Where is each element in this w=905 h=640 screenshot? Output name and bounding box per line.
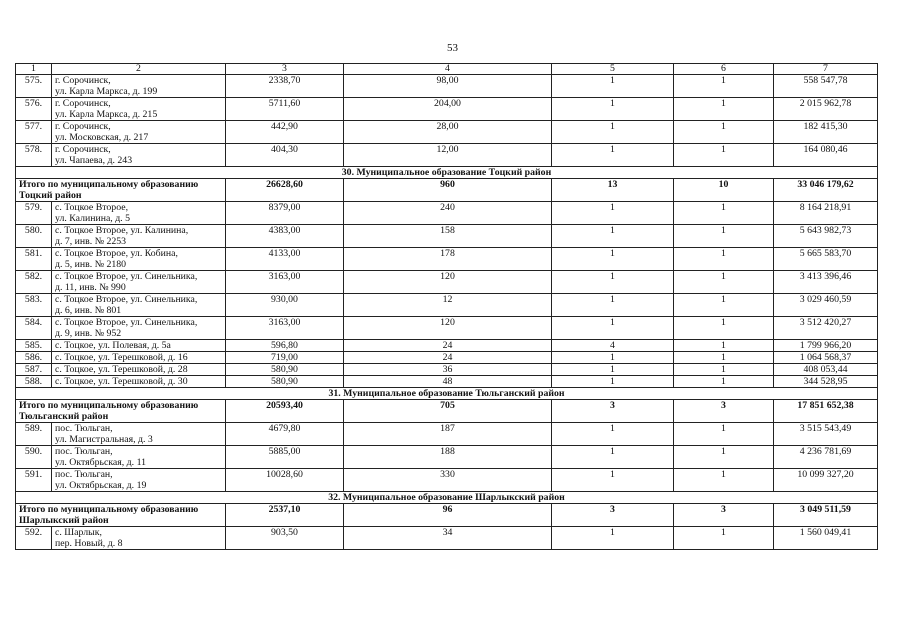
text-line: д. 6, инв. № 801 bbox=[55, 305, 122, 316]
col4-cell: 120 bbox=[344, 271, 552, 294]
sum-cell: 1 560 049,41 bbox=[774, 527, 878, 550]
col5-cell: 1 bbox=[552, 202, 674, 225]
col5-cell: 1 bbox=[552, 423, 674, 446]
text-line: ул. Магистральная, д. 3 bbox=[55, 434, 153, 445]
col4-cell: 187 bbox=[344, 423, 552, 446]
sum-cell: 10 099 327,20 bbox=[774, 469, 878, 492]
col5-cell: 1 bbox=[552, 469, 674, 492]
area-cell: 719,00 bbox=[226, 352, 344, 364]
address-cell bbox=[52, 294, 226, 317]
sum-cell: 344 528,95 bbox=[774, 376, 878, 388]
section-title: 30. Муниципальное образование Тоцкий район bbox=[16, 167, 878, 179]
table-row bbox=[16, 98, 878, 121]
address-cell bbox=[52, 446, 226, 469]
col4-cell: 204,00 bbox=[344, 98, 552, 121]
col4-cell: 188 bbox=[344, 446, 552, 469]
address-cell bbox=[52, 340, 226, 352]
col5-cell: 1 bbox=[552, 271, 674, 294]
table-row bbox=[16, 144, 878, 167]
total-area: 2537,10 bbox=[226, 504, 344, 527]
text-line: с. Тоцкое Второе, bbox=[55, 202, 129, 213]
table-row bbox=[16, 340, 878, 352]
col5-cell: 1 bbox=[552, 376, 674, 388]
text-line: д. 7, инв. № 2253 bbox=[55, 236, 127, 247]
area-cell: 3163,00 bbox=[226, 271, 344, 294]
text-line: пос. Тюльган, bbox=[55, 469, 113, 480]
col5-cell: 1 bbox=[552, 75, 674, 98]
row-number: 590. bbox=[16, 446, 52, 469]
address-cell bbox=[52, 352, 226, 364]
column-header: 6 bbox=[674, 64, 774, 75]
text-line: д. 9, инв. № 952 bbox=[55, 328, 122, 339]
total-col4: 705 bbox=[344, 400, 552, 423]
col5-cell: 1 bbox=[552, 294, 674, 317]
text-line: г. Сорочинск, bbox=[55, 98, 111, 109]
section-header-row bbox=[16, 167, 878, 179]
row-number: 579. bbox=[16, 202, 52, 225]
area-cell: 580,90 bbox=[226, 376, 344, 388]
sum-cell: 408 053,44 bbox=[774, 364, 878, 376]
address-cell bbox=[52, 248, 226, 271]
column-header: 5 bbox=[552, 64, 674, 75]
section-header-row bbox=[16, 388, 878, 400]
text-line: ул. Карла Маркса, д. 215 bbox=[55, 109, 158, 120]
total-row bbox=[16, 400, 878, 423]
col4-cell: 178 bbox=[344, 248, 552, 271]
column-header: 1 bbox=[16, 64, 52, 75]
column-header: 7 bbox=[774, 64, 878, 75]
row-number: 584. bbox=[16, 317, 52, 340]
area-cell: 4133,00 bbox=[226, 248, 344, 271]
sum-cell: 3 512 420,27 bbox=[774, 317, 878, 340]
total-area: 20593,40 bbox=[226, 400, 344, 423]
sum-cell: 1 064 568,37 bbox=[774, 352, 878, 364]
table-row bbox=[16, 294, 878, 317]
text-line: с. Тоцкое Второе, ул. Синельника, bbox=[55, 294, 198, 305]
text-line: пер. Новый, д. 8 bbox=[55, 538, 123, 549]
area-cell: 10028,60 bbox=[226, 469, 344, 492]
text-line: с. Тоцкое, ул. Терешковой, д. 16 bbox=[55, 352, 188, 363]
sum-cell: 3 515 543,49 bbox=[774, 423, 878, 446]
section-title: 31. Муниципальное образование Тюльганский район bbox=[16, 388, 878, 400]
sum-cell: 164 080,46 bbox=[774, 144, 878, 167]
table-row bbox=[16, 248, 878, 271]
row-number: 588. bbox=[16, 376, 52, 388]
text-line: с. Тоцкое Второе, ул. Синельника, bbox=[55, 271, 198, 282]
row-number: 575. bbox=[16, 75, 52, 98]
col5-cell: 1 bbox=[552, 317, 674, 340]
row-number: 587. bbox=[16, 364, 52, 376]
row-number: 586. bbox=[16, 352, 52, 364]
row-number: 589. bbox=[16, 423, 52, 446]
total-col6: 3 bbox=[674, 400, 774, 423]
address-cell bbox=[52, 376, 226, 388]
address-cell bbox=[52, 225, 226, 248]
text-line: Итого по муниципальному образованию bbox=[19, 400, 199, 411]
col4-cell: 12 bbox=[344, 294, 552, 317]
row-number: 576. bbox=[16, 98, 52, 121]
col6-cell: 1 bbox=[674, 446, 774, 469]
address-cell bbox=[52, 527, 226, 550]
text-line: Итого по муниципальному образованию bbox=[19, 504, 199, 515]
total-sum: 33 046 179,62 bbox=[774, 179, 878, 202]
col5-cell: 1 bbox=[552, 527, 674, 550]
col5-cell: 1 bbox=[552, 225, 674, 248]
address-cell bbox=[52, 469, 226, 492]
col6-cell: 1 bbox=[674, 340, 774, 352]
sum-cell: 182 415,30 bbox=[774, 121, 878, 144]
column-header: 3 bbox=[226, 64, 344, 75]
address-cell bbox=[52, 121, 226, 144]
table-row bbox=[16, 376, 878, 388]
column-header: 4 bbox=[344, 64, 552, 75]
col6-cell: 1 bbox=[674, 317, 774, 340]
text-line: Тоцкий район bbox=[19, 190, 82, 201]
table-row bbox=[16, 423, 878, 446]
area-cell: 404,30 bbox=[226, 144, 344, 167]
col5-cell: 1 bbox=[552, 364, 674, 376]
text-line: г. Сорочинск, bbox=[55, 144, 111, 155]
text-line: с. Шарлык, bbox=[55, 527, 102, 538]
sum-cell: 5 643 982,73 bbox=[774, 225, 878, 248]
text-line: с. Тоцкое Второе, ул. Синельника, bbox=[55, 317, 198, 328]
address-cell bbox=[52, 271, 226, 294]
col6-cell: 1 bbox=[674, 225, 774, 248]
text-line: д. 11, инв. № 990 bbox=[55, 282, 126, 293]
col5-cell: 1 bbox=[552, 121, 674, 144]
row-number: 591. bbox=[16, 469, 52, 492]
page-number: 53 bbox=[447, 42, 458, 54]
sum-cell: 4 236 781,69 bbox=[774, 446, 878, 469]
text-line: с. Тоцкое, ул. Терешковой, д. 28 bbox=[55, 364, 188, 375]
text-line: Итого по муниципальному образованию bbox=[19, 179, 199, 190]
col5-cell: 1 bbox=[552, 98, 674, 121]
text-line: с. Тоцкое, ул. Терешковой, д. 30 bbox=[55, 376, 188, 387]
address-cell bbox=[52, 75, 226, 98]
text-line: г. Сорочинск, bbox=[55, 75, 111, 86]
col4-cell: 120 bbox=[344, 317, 552, 340]
address-cell bbox=[52, 202, 226, 225]
row-number: 582. bbox=[16, 271, 52, 294]
sum-cell: 558 547,78 bbox=[774, 75, 878, 98]
address-cell bbox=[52, 98, 226, 121]
column-header: 2 bbox=[52, 64, 226, 75]
total-col5: 3 bbox=[552, 504, 674, 527]
table-row bbox=[16, 352, 878, 364]
total-row bbox=[16, 504, 878, 527]
address-cell bbox=[52, 364, 226, 376]
column-header-row bbox=[16, 64, 878, 75]
text-line: ул. Калинина, д. 5 bbox=[55, 213, 130, 224]
text-line: д. 5, инв. № 2180 bbox=[55, 259, 127, 270]
total-col4: 96 bbox=[344, 504, 552, 527]
col6-cell: 1 bbox=[674, 364, 774, 376]
table-row bbox=[16, 527, 878, 550]
row-number: 581. bbox=[16, 248, 52, 271]
col6-cell: 1 bbox=[674, 294, 774, 317]
sum-cell: 5 665 583,70 bbox=[774, 248, 878, 271]
table-row bbox=[16, 75, 878, 98]
sum-cell: 8 164 218,91 bbox=[774, 202, 878, 225]
text-line: с. Тоцкое Второе, ул. Калинина, bbox=[55, 225, 189, 236]
col4-cell: 158 bbox=[344, 225, 552, 248]
col5-cell: 1 bbox=[552, 446, 674, 469]
col4-cell: 240 bbox=[344, 202, 552, 225]
text-line: ул. Чапаева, д. 243 bbox=[55, 155, 133, 166]
address-cell bbox=[52, 317, 226, 340]
total-col4: 960 bbox=[344, 179, 552, 202]
col6-cell: 1 bbox=[674, 271, 774, 294]
col4-cell: 12,00 bbox=[344, 144, 552, 167]
col6-cell: 1 bbox=[674, 376, 774, 388]
area-cell: 903,50 bbox=[226, 527, 344, 550]
table-row bbox=[16, 469, 878, 492]
section-header-row bbox=[16, 492, 878, 504]
table-row bbox=[16, 202, 878, 225]
table-row bbox=[16, 121, 878, 144]
col6-cell: 1 bbox=[674, 469, 774, 492]
area-cell: 8379,00 bbox=[226, 202, 344, 225]
area-cell: 4383,00 bbox=[226, 225, 344, 248]
address-cell bbox=[52, 423, 226, 446]
table-row bbox=[16, 446, 878, 469]
table-row bbox=[16, 225, 878, 248]
col4-cell: 24 bbox=[344, 340, 552, 352]
text-line: пос. Тюльган, bbox=[55, 423, 113, 434]
total-label bbox=[16, 504, 226, 527]
text-line: ул. Октябрьская, д. 19 bbox=[55, 480, 147, 491]
col4-cell: 36 bbox=[344, 364, 552, 376]
col6-cell: 1 bbox=[674, 75, 774, 98]
text-line: Тюльганский район bbox=[19, 411, 109, 422]
text-line: г. Сорочинск, bbox=[55, 121, 111, 132]
sum-cell: 1 799 966,20 bbox=[774, 340, 878, 352]
total-sum: 3 049 511,59 bbox=[774, 504, 878, 527]
row-number: 592. bbox=[16, 527, 52, 550]
section-title: 32. Муниципальное образование Шарлыкский район bbox=[16, 492, 878, 504]
text-line: с. Тоцкое Второе, ул. Кобина, bbox=[55, 248, 178, 259]
col6-cell: 1 bbox=[674, 352, 774, 364]
area-cell: 442,90 bbox=[226, 121, 344, 144]
col5-cell: 1 bbox=[552, 352, 674, 364]
area-cell: 580,90 bbox=[226, 364, 344, 376]
col5-cell: 4 bbox=[552, 340, 674, 352]
row-number: 577. bbox=[16, 121, 52, 144]
col6-cell: 1 bbox=[674, 423, 774, 446]
total-col6: 3 bbox=[674, 504, 774, 527]
area-cell: 930,00 bbox=[226, 294, 344, 317]
area-cell: 4679,80 bbox=[226, 423, 344, 446]
sum-cell: 3 029 460,59 bbox=[774, 294, 878, 317]
col4-cell: 24 bbox=[344, 352, 552, 364]
col4-cell: 98,00 bbox=[344, 75, 552, 98]
housing-table bbox=[15, 63, 878, 550]
col6-cell: 1 bbox=[674, 248, 774, 271]
total-row bbox=[16, 179, 878, 202]
total-label bbox=[16, 400, 226, 423]
area-cell: 2338,70 bbox=[226, 75, 344, 98]
total-col5: 3 bbox=[552, 400, 674, 423]
total-label bbox=[16, 179, 226, 202]
col4-cell: 28,00 bbox=[344, 121, 552, 144]
sum-cell: 2 015 962,78 bbox=[774, 98, 878, 121]
col5-cell: 1 bbox=[552, 248, 674, 271]
total-col6: 10 bbox=[674, 179, 774, 202]
text-line: ул. Карла Маркса, д. 199 bbox=[55, 86, 158, 97]
address-cell bbox=[52, 144, 226, 167]
total-sum: 17 851 652,38 bbox=[774, 400, 878, 423]
text-line: ул. Московская, д. 217 bbox=[55, 132, 149, 143]
text-line: Шарлыкский район bbox=[19, 515, 109, 526]
area-cell: 596,80 bbox=[226, 340, 344, 352]
col4-cell: 34 bbox=[344, 527, 552, 550]
text-line: ул. Октябрьская, д. 11 bbox=[55, 457, 146, 468]
col6-cell: 1 bbox=[674, 98, 774, 121]
sum-cell: 3 413 396,46 bbox=[774, 271, 878, 294]
col6-cell: 1 bbox=[674, 527, 774, 550]
table-row bbox=[16, 364, 878, 376]
area-cell: 5885,00 bbox=[226, 446, 344, 469]
total-area: 26628,60 bbox=[226, 179, 344, 202]
text-line: пос. Тюльган, bbox=[55, 446, 113, 457]
row-number: 585. bbox=[16, 340, 52, 352]
area-cell: 3163,00 bbox=[226, 317, 344, 340]
col6-cell: 1 bbox=[674, 121, 774, 144]
table-row bbox=[16, 317, 878, 340]
row-number: 583. bbox=[16, 294, 52, 317]
col6-cell: 1 bbox=[674, 202, 774, 225]
col4-cell: 48 bbox=[344, 376, 552, 388]
text-line: с. Тоцкое, ул. Полевая, д. 5а bbox=[55, 340, 171, 351]
area-cell: 5711,60 bbox=[226, 98, 344, 121]
total-col5: 13 bbox=[552, 179, 674, 202]
col6-cell: 1 bbox=[674, 144, 774, 167]
row-number: 580. bbox=[16, 225, 52, 248]
col4-cell: 330 bbox=[344, 469, 552, 492]
col5-cell: 1 bbox=[552, 144, 674, 167]
table-row bbox=[16, 271, 878, 294]
row-number: 578. bbox=[16, 144, 52, 167]
